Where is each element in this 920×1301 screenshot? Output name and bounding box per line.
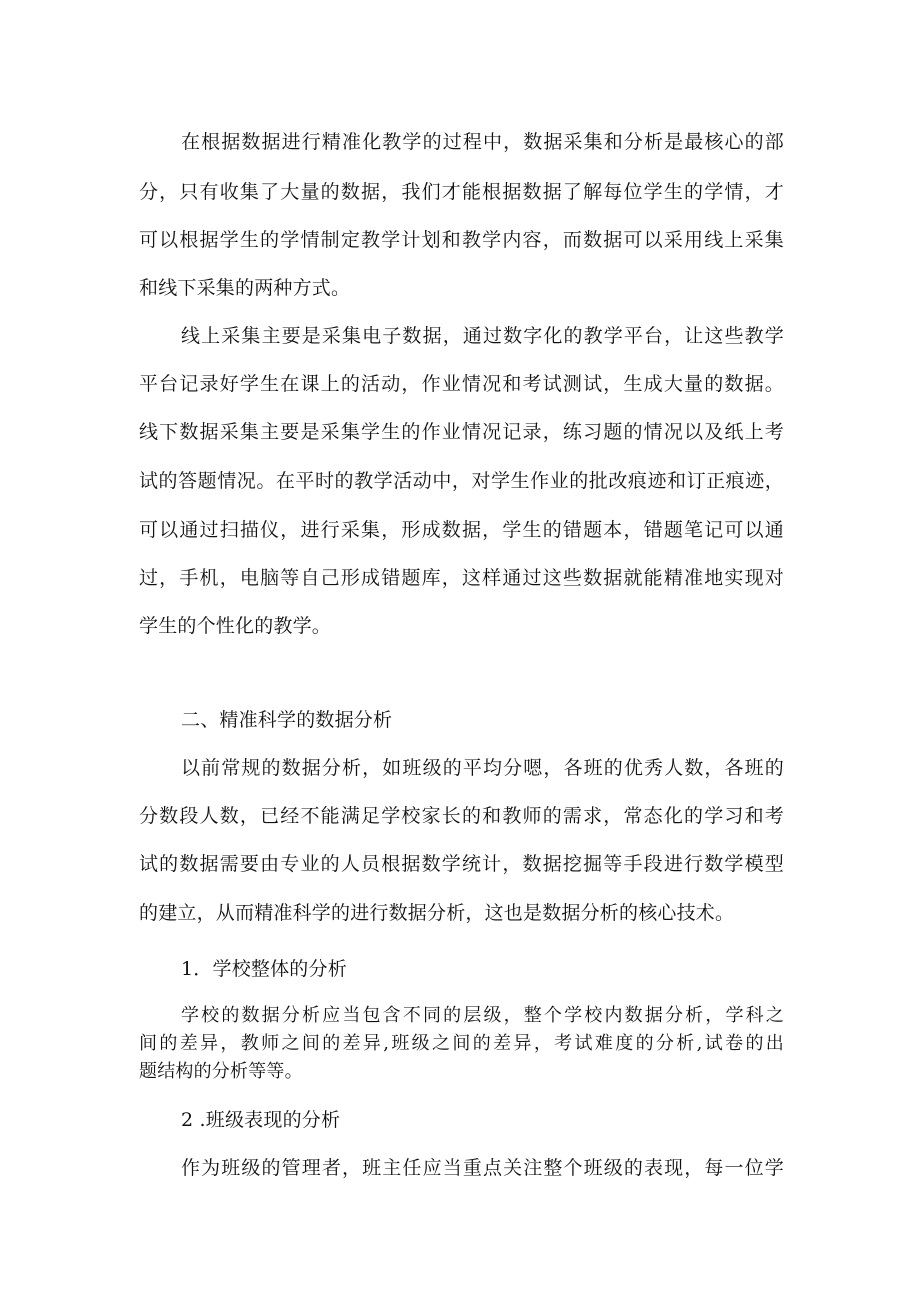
paragraph-1-line-4: 和线下采集的两种方式。	[139, 277, 351, 299]
paragraph-2-line-6: 过，手机，电脑等自己形成错题库，这样通过这些数据就能精准地实现对	[139, 567, 784, 589]
paragraph-2-line-3: 线下数据采集主要是采集学生的作业情况记录，练习题的情况以及纸上考	[139, 421, 784, 443]
paragraph-1-line-1: 在根据数据进行精准化教学的过程中，数据采集和分析是最核心的部	[181, 131, 784, 153]
paragraph-3-line-2: 分数段人数，已经不能满足学校家长的和教师的需求，常态化的学习和考	[139, 805, 784, 827]
paragraph-3-line-1: 以前常规的数据分析，如班级的平均分嗯，各班的优秀人数，各班的	[181, 757, 784, 779]
paragraph-1-line-3: 可以根据学生的学情制定教学计划和教学内容，而数据可以采用线上采集	[139, 229, 784, 251]
paragraph-4-line-2: 间的差异，教师之间的差异,班级之间的差异，考试难度的分析,试卷的出	[139, 1033, 784, 1054]
paragraph-3-line-3: 试的数据需要由专业的人员根据数学统计，数据挖掘等手段进行数学模型	[139, 853, 784, 875]
paragraph-4-line-3: 题结构的分析等等。	[139, 1061, 303, 1082]
paragraph-2-line-1: 线上采集主要是采集电子数据，通过数字化的教学平台，让这些教学	[181, 325, 784, 347]
paragraph-4-line-1: 学校的数据分析应当包含不同的层级，整个学校内数据分析，学科之	[181, 1005, 784, 1026]
paragraph-5-line-1: 作为班级的管理者，班主任应当重点关注整个班级的表现，每一位学	[181, 1157, 784, 1179]
paragraph-2-line-4: 试的答题情况。在平时的教学活动中，对学生作业的批改痕迹和订正痕迹，	[139, 470, 784, 492]
paragraph-1-line-2: 分，只有收集了大量的数据，我们才能根据数据了解每位学生的学情，才	[139, 181, 784, 203]
section-heading-2: 二、精准科学的数据分析	[181, 709, 393, 731]
paragraph-2-line-5: 可以通过扫描仪，进行采集，形成数据，学生的错题本，错题笔记可以通	[139, 519, 784, 541]
paragraph-2-line-7: 学生的个性化的教学。	[139, 615, 332, 637]
subsection-heading-2: 2 .班级表现的分析	[181, 1109, 341, 1131]
paragraph-3-line-4: 的建立，从而精准科学的进行数据分析，这也是数据分析的核心技术。	[139, 902, 735, 924]
subsection-heading-1: 1．学校整体的分析	[181, 958, 347, 980]
paragraph-2-line-2: 平台记录好学生在课上的活动，作业情况和考试测试，生成大量的数据。	[139, 373, 784, 395]
